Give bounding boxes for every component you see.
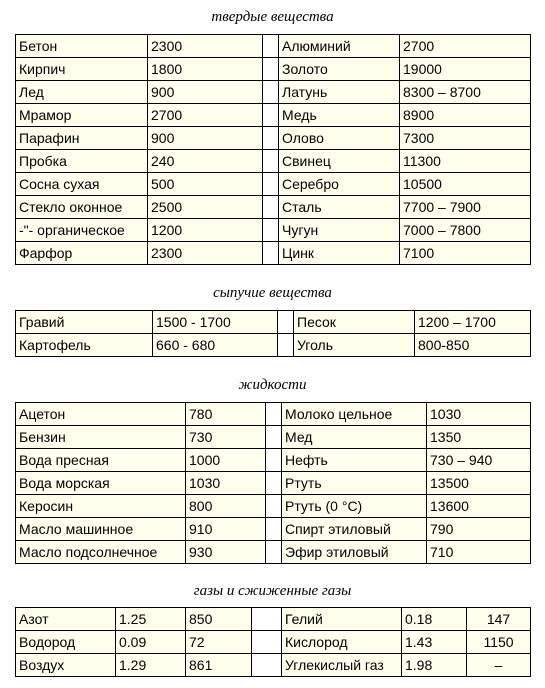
bulk-table	[15, 310, 531, 357]
value-cell: 1200 – 1700	[415, 311, 531, 334]
column-gap	[266, 518, 282, 541]
value-cell: 900	[148, 127, 263, 150]
solids-table	[15, 34, 531, 265]
column-gap	[263, 219, 279, 242]
column-gap	[263, 127, 279, 150]
value-cell: 0.18	[402, 608, 467, 631]
substance-name-cell: Сосна сухая	[16, 173, 148, 196]
table-row	[16, 541, 531, 564]
column-gap	[263, 81, 279, 104]
substance-name-cell: Водород	[16, 631, 116, 654]
substance-name-cell: Бетон	[16, 35, 148, 58]
table-row	[16, 150, 531, 173]
value-cell: 1.43	[402, 631, 467, 654]
substance-name-cell: Картофель	[16, 334, 153, 357]
solids-heading: твердые вещества	[211, 9, 334, 25]
substance-name-cell: Парафин	[16, 127, 148, 150]
table-row	[16, 608, 531, 631]
substance-name-cell: Латунь	[279, 81, 400, 104]
bulk-heading: сыпучие вещества	[213, 285, 332, 301]
column-gap	[263, 173, 279, 196]
substance-name-cell: Свинец	[279, 150, 400, 173]
value-cell: 7000 – 7800	[400, 219, 531, 242]
value-cell: 730	[186, 426, 266, 449]
value-cell: 861	[186, 654, 252, 677]
table-row	[16, 58, 531, 81]
value-cell: 2300	[148, 242, 263, 265]
value-cell: 930	[186, 541, 266, 564]
table-row	[16, 334, 531, 357]
substance-name-cell: Стекло оконное	[16, 196, 148, 219]
value-cell: 730 – 940	[427, 449, 531, 472]
table-row	[16, 242, 531, 265]
value-cell: 1150	[467, 631, 531, 654]
column-gap	[263, 58, 279, 81]
substance-name-cell: Сталь	[279, 196, 400, 219]
table-row	[16, 219, 531, 242]
column-gap	[278, 334, 294, 357]
column-gap	[263, 104, 279, 127]
column-gap	[263, 35, 279, 58]
value-cell: 500	[148, 173, 263, 196]
substance-name-cell: -"- органическое	[16, 219, 148, 242]
value-cell: 660 - 680	[153, 334, 278, 357]
value-cell: 19000	[400, 58, 531, 81]
value-cell: 1200	[148, 219, 263, 242]
table-row	[16, 495, 531, 518]
value-cell: 7300	[400, 127, 531, 150]
value-cell: 13500	[427, 472, 531, 495]
column-gap	[252, 608, 282, 631]
liquids-table	[15, 402, 531, 564]
substance-name-cell: Масло машинное	[16, 518, 186, 541]
value-cell: 800-850	[415, 334, 531, 357]
substance-name-cell: Мед	[282, 426, 427, 449]
value-cell: 1030	[186, 472, 266, 495]
value-cell: 1030	[427, 403, 531, 426]
column-gap	[266, 403, 282, 426]
substance-name-cell: Песок	[294, 311, 415, 334]
substance-name-cell: Гравий	[16, 311, 153, 334]
column-gap	[266, 449, 282, 472]
value-cell: 900	[148, 81, 263, 104]
value-cell: 1000	[186, 449, 266, 472]
substance-name-cell: Молоко цельное	[282, 403, 427, 426]
table-row	[16, 654, 531, 677]
column-gap	[252, 654, 282, 677]
substance-name-cell: Алюминий	[279, 35, 400, 58]
value-cell: 2500	[148, 196, 263, 219]
substance-name-cell: Спирт этиловый	[282, 518, 427, 541]
table-row	[16, 426, 531, 449]
substance-name-cell: Фарфор	[16, 242, 148, 265]
column-gap	[263, 196, 279, 219]
value-cell: 710	[427, 541, 531, 564]
substance-name-cell: Золото	[279, 58, 400, 81]
table-row	[16, 311, 531, 334]
substance-name-cell: Азот	[16, 608, 116, 631]
substance-name-cell: Лед	[16, 81, 148, 104]
value-cell: 1350	[427, 426, 531, 449]
substance-name-cell: Бензин	[16, 426, 186, 449]
gases-heading: газы и сжиженные газы	[193, 583, 352, 599]
substance-name-cell: Пробка	[16, 150, 148, 173]
value-cell: 7700 – 7900	[400, 196, 531, 219]
value-cell: 1.98	[402, 654, 467, 677]
table-row	[16, 631, 531, 654]
substance-name-cell: Мрамор	[16, 104, 148, 127]
value-cell: 1.25	[116, 608, 186, 631]
table-row	[16, 449, 531, 472]
value-cell: 800	[186, 495, 266, 518]
column-gap	[266, 495, 282, 518]
table-row	[16, 403, 531, 426]
value-cell: 7100	[400, 242, 531, 265]
value-cell: 10500	[400, 173, 531, 196]
table-row	[16, 127, 531, 150]
value-cell: 780	[186, 403, 266, 426]
table-row	[16, 35, 531, 58]
column-gap	[266, 426, 282, 449]
value-cell: 240	[148, 150, 263, 173]
value-cell: 1.29	[116, 654, 186, 677]
substance-name-cell: Олово	[279, 127, 400, 150]
column-gap	[266, 541, 282, 564]
value-cell: 147	[467, 608, 531, 631]
column-gap	[263, 242, 279, 265]
liquids-heading: жидкости	[238, 377, 307, 393]
value-cell: 2300	[148, 35, 263, 58]
substance-name-cell: Ацетон	[16, 403, 186, 426]
substance-name-cell: Медь	[279, 104, 400, 127]
substance-name-cell: Нефть	[282, 449, 427, 472]
substance-name-cell: Воздух	[16, 654, 116, 677]
value-cell: 8300 – 8700	[400, 81, 531, 104]
value-cell: –	[467, 654, 531, 677]
value-cell: 8900	[400, 104, 531, 127]
value-cell: 1500 - 1700	[153, 311, 278, 334]
substance-name-cell: Серебро	[279, 173, 400, 196]
substance-name-cell: Вода пресная	[16, 449, 186, 472]
substance-name-cell: Ртуть	[282, 472, 427, 495]
table-row	[16, 472, 531, 495]
value-cell: 13600	[427, 495, 531, 518]
substance-name-cell: Цинк	[279, 242, 400, 265]
substance-name-cell: Углекислый газ	[282, 654, 402, 677]
value-cell: 790	[427, 518, 531, 541]
substance-name-cell: Ртуть (0 °C)	[282, 495, 427, 518]
gases-table	[15, 607, 531, 677]
substance-name-cell: Уголь	[294, 334, 415, 357]
substance-name-cell: Масло подсолнечное	[16, 541, 186, 564]
value-cell: 850	[186, 608, 252, 631]
value-cell: 0.09	[116, 631, 186, 654]
substance-name-cell: Гелий	[282, 608, 402, 631]
value-cell: 1800	[148, 58, 263, 81]
table-row	[16, 81, 531, 104]
table-row	[16, 104, 531, 127]
value-cell: 2700	[400, 35, 531, 58]
substance-name-cell: Керосин	[16, 495, 186, 518]
column-gap	[266, 472, 282, 495]
column-gap	[252, 631, 282, 654]
column-gap	[263, 150, 279, 173]
substance-name-cell: Кислород	[282, 631, 402, 654]
column-gap	[278, 311, 294, 334]
substance-name-cell: Эфир этиловый	[282, 541, 427, 564]
table-row	[16, 518, 531, 541]
table-row	[16, 173, 531, 196]
substance-name-cell: Кирпич	[16, 58, 148, 81]
table-row	[16, 196, 531, 219]
value-cell: 2700	[148, 104, 263, 127]
value-cell: 72	[186, 631, 252, 654]
substance-name-cell: Вода морская	[16, 472, 186, 495]
value-cell: 11300	[400, 150, 531, 173]
value-cell: 910	[186, 518, 266, 541]
substance-name-cell: Чугун	[279, 219, 400, 242]
